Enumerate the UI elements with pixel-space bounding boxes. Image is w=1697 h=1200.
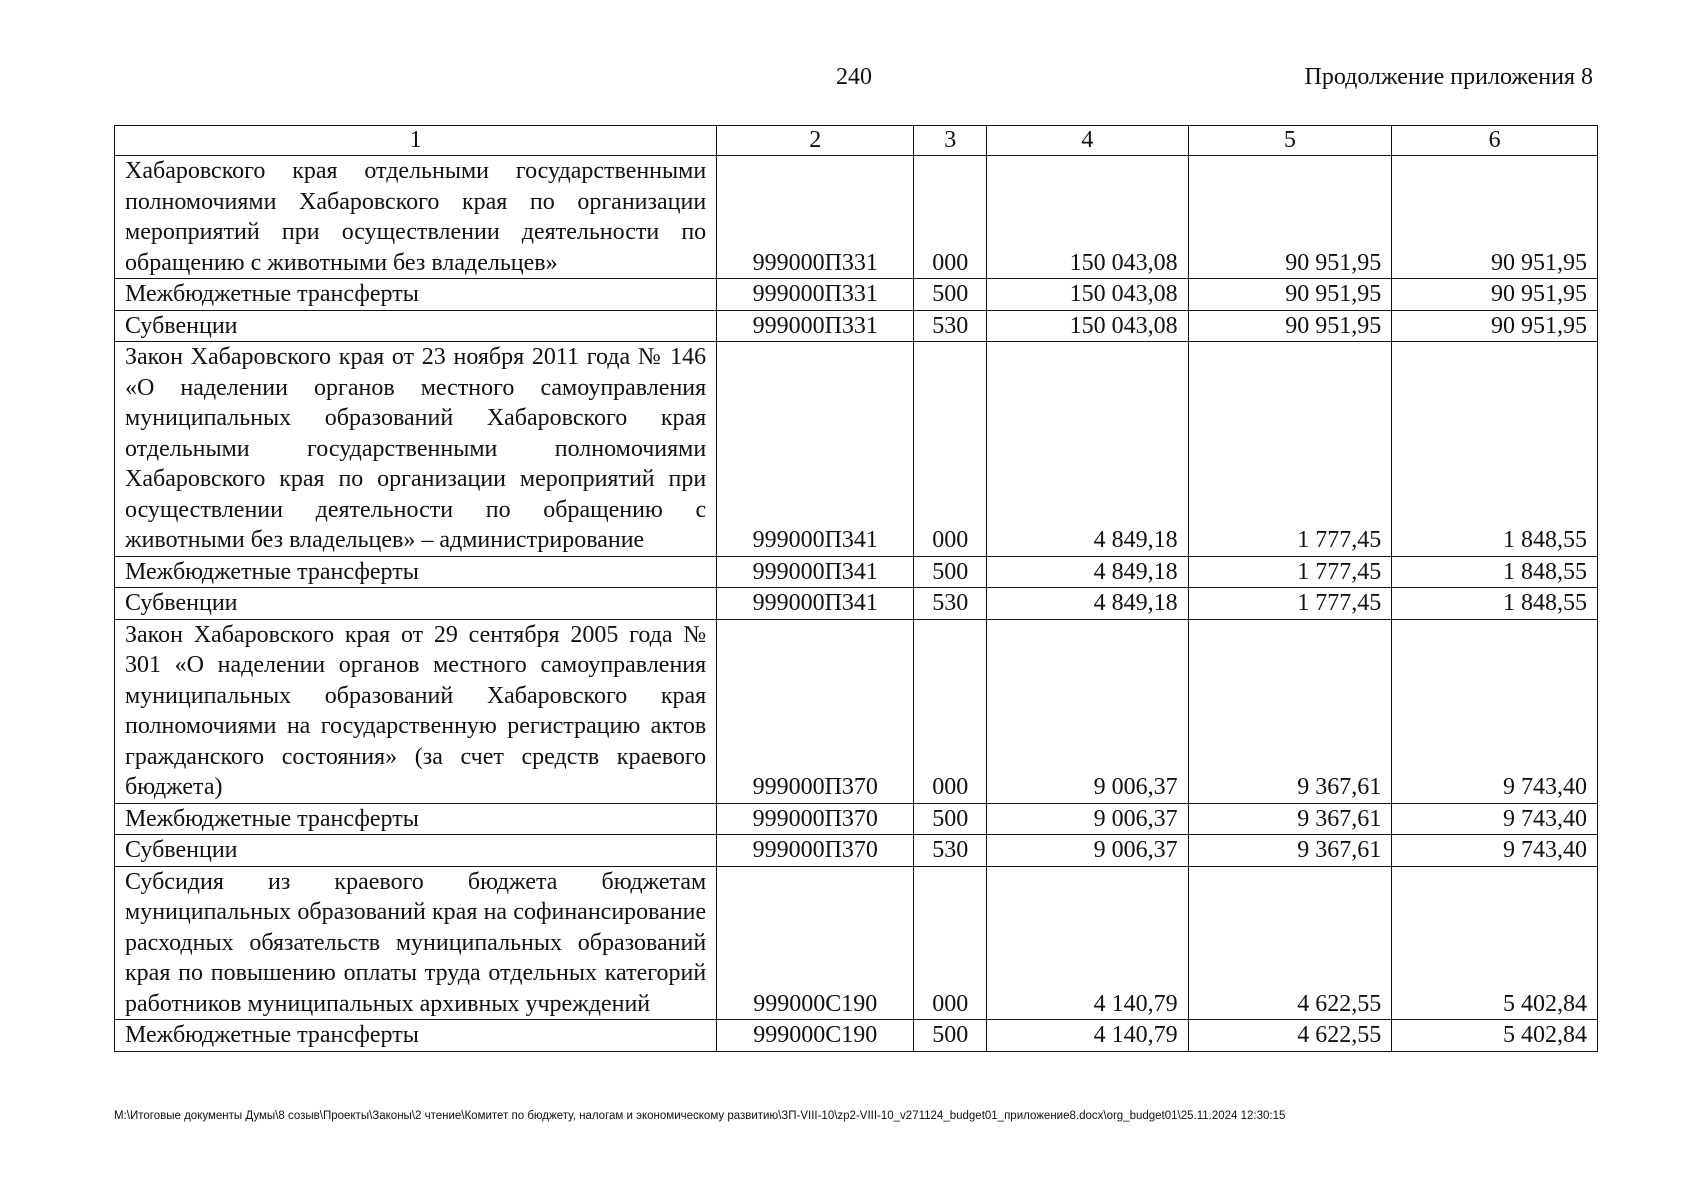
table-row bbox=[115, 866, 1598, 1020]
row-name: Субвенции bbox=[115, 835, 717, 867]
amount-col4: 4 140,79 bbox=[987, 1020, 1188, 1052]
expense-type-code: 500 bbox=[914, 1020, 987, 1052]
amount-col6: 5 402,84 bbox=[1392, 866, 1598, 1020]
table-row bbox=[115, 156, 1598, 279]
expense-type-code: 500 bbox=[914, 279, 987, 311]
row-name: Закон Хабаровского края от 23 ноября 2011 года № 146 «О наделении органов местного самоуправления муниципальных образований Хабаровского края отдельными государственными полномочиями Хабаровского края по организации мероприятий при осуществлении деятельности по обращению с животными без владельцев» – администрирование bbox=[115, 342, 717, 557]
table-row bbox=[115, 835, 1598, 867]
column-header: 2 bbox=[717, 126, 914, 156]
target-article-code: 999000П370 bbox=[717, 619, 914, 803]
amount-col5: 9 367,61 bbox=[1188, 619, 1392, 803]
amount-col5: 9 367,61 bbox=[1188, 835, 1392, 867]
row-name: Межбюджетные трансферты bbox=[115, 556, 717, 588]
amount-col4: 9 006,37 bbox=[987, 835, 1188, 867]
amount-col5: 90 951,95 bbox=[1188, 310, 1392, 342]
amount-col5: 4 622,55 bbox=[1188, 1020, 1392, 1052]
amount-col4: 9 006,37 bbox=[987, 619, 1188, 803]
row-name: Межбюджетные трансферты bbox=[115, 803, 717, 835]
amount-col6: 90 951,95 bbox=[1392, 310, 1598, 342]
amount-col6: 5 402,84 bbox=[1392, 1020, 1598, 1052]
table-row bbox=[115, 803, 1598, 835]
amount-col5: 4 622,55 bbox=[1188, 866, 1392, 1020]
amount-col5: 90 951,95 bbox=[1188, 156, 1392, 279]
amount-col4: 9 006,37 bbox=[987, 803, 1188, 835]
amount-col6: 90 951,95 bbox=[1392, 279, 1598, 311]
amount-col5: 1 777,45 bbox=[1188, 588, 1392, 620]
row-name: Хабаровского края отдельными государственными полномочиями Хабаровского края по организации мероприятий при осуществлении деятельности по обращению с животными без владельцев» bbox=[115, 156, 717, 279]
amount-col5: 9 367,61 bbox=[1188, 803, 1392, 835]
amount-col6: 1 848,55 bbox=[1392, 556, 1598, 588]
amount-col5: 90 951,95 bbox=[1188, 279, 1392, 311]
expense-type-code: 500 bbox=[914, 556, 987, 588]
row-name: Межбюджетные трансферты bbox=[115, 1020, 717, 1052]
table-row bbox=[115, 310, 1598, 342]
table-row bbox=[115, 588, 1598, 620]
target-article-code: 999000П331 bbox=[717, 279, 914, 311]
table-row bbox=[115, 342, 1598, 557]
table-row bbox=[115, 619, 1598, 803]
expense-type-code: 530 bbox=[914, 310, 987, 342]
target-article-code: 999000П370 bbox=[717, 803, 914, 835]
expense-type-code: 530 bbox=[914, 588, 987, 620]
row-name: Субвенции bbox=[115, 588, 717, 620]
budget-table bbox=[114, 125, 1598, 1052]
amount-col6: 90 951,95 bbox=[1392, 156, 1598, 279]
column-header: 5 bbox=[1188, 126, 1392, 156]
target-article-code: 999000П341 bbox=[717, 588, 914, 620]
amount-col6: 9 743,40 bbox=[1392, 619, 1598, 803]
amount-col4: 150 043,08 bbox=[987, 279, 1188, 311]
amount-col4: 4 849,18 bbox=[987, 588, 1188, 620]
expense-type-code: 000 bbox=[914, 619, 987, 803]
document-file-path: M:\Итоговые документы Думы\8 созыв\Проекты\Законы\2 чтение\Комитет по бюджету, налогам и экономическому развитию\ЗП-VIII-10\zp2-VIII-10_v271124_budget01_приложение8.docx\org_budget01\25.11.2024 12:30:15 bbox=[114, 1110, 1286, 1122]
expense-type-code: 000 bbox=[914, 342, 987, 557]
row-name: Межбюджетные трансферты bbox=[115, 279, 717, 311]
amount-col4: 4 849,18 bbox=[987, 342, 1188, 557]
appendix-continuation-note: Продолжение приложения 8 bbox=[1304, 64, 1593, 90]
column-header: 6 bbox=[1392, 126, 1598, 156]
table-row bbox=[115, 1020, 1598, 1052]
amount-col4: 4 849,18 bbox=[987, 556, 1188, 588]
amount-col6: 1 848,55 bbox=[1392, 342, 1598, 557]
expense-type-code: 530 bbox=[914, 835, 987, 867]
amount-col6: 1 848,55 bbox=[1392, 588, 1598, 620]
column-header: 4 bbox=[987, 126, 1188, 156]
amount-col4: 150 043,08 bbox=[987, 310, 1188, 342]
row-name: Субсидия из краевого бюджета бюджетам муниципальных образований края на софинансирование расходных обязательств муниципальных образований края по повышению оплаты труда отдельных категорий работников муниципальных архивных учреждений bbox=[115, 866, 717, 1020]
target-article-code: 999000С190 bbox=[717, 1020, 914, 1052]
table-row bbox=[115, 556, 1598, 588]
table-header-row bbox=[115, 126, 1598, 156]
amount-col6: 9 743,40 bbox=[1392, 803, 1598, 835]
target-article-code: 999000П341 bbox=[717, 342, 914, 557]
column-header: 3 bbox=[914, 126, 987, 156]
row-name: Закон Хабаровского края от 29 сентября 2005 года № 301 «О наделении органов местного самоуправления муниципальных образований Хабаровского края полномочиями на государственную регистрацию актов гражданского состояния» (за счет средств краевого бюджета) bbox=[115, 619, 717, 803]
amount-col5: 1 777,45 bbox=[1188, 556, 1392, 588]
page-number: 240 bbox=[836, 64, 872, 90]
amount-col6: 9 743,40 bbox=[1392, 835, 1598, 867]
target-article-code: 999000П331 bbox=[717, 310, 914, 342]
target-article-code: 999000П331 bbox=[717, 156, 914, 279]
expense-type-code: 000 bbox=[914, 156, 987, 279]
row-name: Субвенции bbox=[115, 310, 717, 342]
target-article-code: 999000П370 bbox=[717, 835, 914, 867]
amount-col4: 150 043,08 bbox=[987, 156, 1188, 279]
target-article-code: 999000П341 bbox=[717, 556, 914, 588]
target-article-code: 999000С190 bbox=[717, 866, 914, 1020]
expense-type-code: 500 bbox=[914, 803, 987, 835]
amount-col4: 4 140,79 bbox=[987, 866, 1188, 1020]
amount-col5: 1 777,45 bbox=[1188, 342, 1392, 557]
expense-type-code: 000 bbox=[914, 866, 987, 1020]
table-row bbox=[115, 279, 1598, 311]
column-header: 1 bbox=[115, 126, 717, 156]
